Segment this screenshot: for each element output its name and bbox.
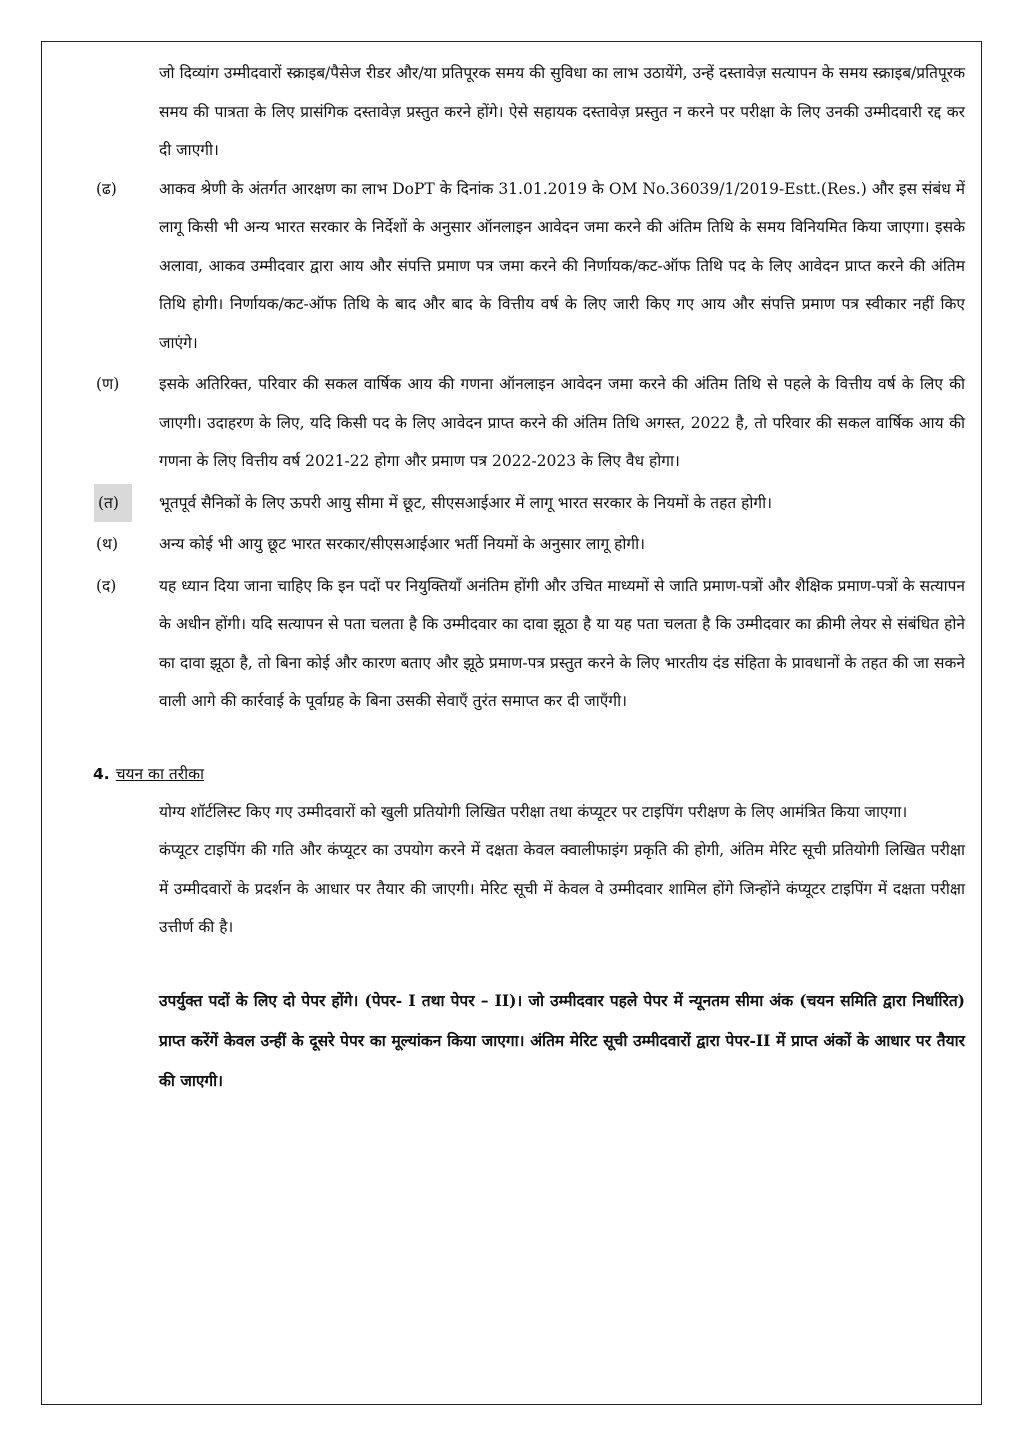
- selection-paragraph-2: कंप्यूटर टाइपिंग की गति और कंप्यूटर का उपयोग करने में दक्षता केवल क्वालीफाइंग प्रकृति की होगी, अंतिम मेरिट सूची प्रतियोगी लिखित परीक्षा में उम्मीदवारों के प्रदर्शन के आधार पर तैयार की जाएगी। मेरिट सूची में केवल वे उम्मीदवार शामिल होंगे जिन्होंने कंप्यूटर टाइपिंग में दक्षता परीक्षा उत्तीर्ण की है।: [159, 841, 965, 936]
- list-item-na: [93, 365, 965, 481]
- item-marker: (ण): [96, 375, 120, 393]
- item-text: भूतपूर्व सैनिकों के लिए ऊपरी आयु सीमा में छूट, सीएसआईआर में लागू भारत सरकार के नियमों के तहत होगी।: [159, 493, 772, 512]
- list-item-dha: [93, 170, 965, 363]
- item-marker-highlighted: (त): [94, 484, 132, 523]
- selection-paragraph-1: योग्य शॉर्टलिस्ट किए गए उम्मीदवारों को खुली प्रतियोगी लिखित परीक्षा तथा कंप्यूटर पर टाइपिंग परीक्षण के लिए आमंत्रित किया जाएगा।: [159, 802, 908, 821]
- intro-paragraph: जो दिव्यांग उम्मीदवारों स्क्राइब/पैसेज रीडर और/या प्रतिपूरक समय की सुविधा का लाभ उठायेंगे, उन्हें दस्तावेज़ सत्यापन के समय स्क्राइब/प्रतिपूरक समय की पात्रता के लिए प्रासंगिक दस्तावेज़ प्रस्तुत करने होंगे। ऐसे सहायक दस्तावेज़ प्रस्तुत न करने पर परीक्षा के लिए उनकी उम्मीदवारी रद्द कर दी जाएगी।: [159, 64, 965, 159]
- papers-note: उपर्युक्त पदों के लिए दो पेपर होंगे। (पेपर- I तथा पेपर – II)। जो उम्मीदवार पहले पेपर में न्यूनतम सीमा अंक (चयन समिति द्वारा निर्धारित) प्राप्त करेंगें केवल उन्हीं के दूसरे पेपर का मूल्यांकन किया जाएगा। अंतिम मेरिट सूची उम्मीदवारों द्वारा पेपर-II में प्राप्त अंकों के आधार पर तैयार की जाएगी।: [159, 990, 965, 1090]
- item-text: अन्य कोई भी आयु छूट भारत सरकार/सीएसआईआर भर्ती नियमों के अनुसार लागू होगी।: [159, 535, 645, 553]
- list-item-ta: [93, 484, 965, 523]
- section-heading: [93, 755, 965, 793]
- item-marker: (थ): [96, 535, 118, 553]
- item-text: आकव श्रेणी के अंतर्गत आरक्षण का लाभ DoPT के दिनांक 31.01.2019 के OM No.36039/1/2019-Estt.(Res.) और इस संबंध में लागू किसी भी अन्य भारत सरकार के निर्देशों के अनुसार ऑनलाइन आवेदन जमा करने की अंतिम तिथि के समय विनियमित किया जाएगा। इसके अलावा, आकव उम्मीदवार द्वारा आय और संपत्ति प्रमाण पत्र जमा करने की निर्णायक/कट-ऑफ तिथि पद के लिए आवेदन प्राप्त करने की अंतिम तिथि होगी। निर्णायक/कट-ऑफ तिथि के बाद और बाद के वित्तीय वर्ष के लिए जारी किए गए आय और संपत्ति प्रमाण पत्र स्वीकार नहीं किए जाएंगे।: [159, 179, 965, 352]
- section-title: चयन का तरीका: [115, 764, 205, 783]
- document-content: [93, 54, 965, 1116]
- item-text: यह ध्यान दिया जाना चाहिए कि इन पदों पर नियुक्तियाँ अनंतिम होंगी और उचित माध्यमों से जाति प्रमाण-पत्रों और शैक्षिक प्रमाण-पत्रों के सत्यापन के अधीन होंगी। यदि सत्यापन से पता चलता है कि उम्मीदवार का दावा झूठा है या यह पता चलता है कि उम्मीदवार का क्रीमी लेयर से संबंधित होने का दावा झूठा है, तो बिना कोई और कारण बताए और झूठे प्रमाण-पत्र प्रस्तुत करने के लिए भारतीय दंड संहिता के प्रावधानों के तहत की जा सकने वाली आगे की कार्रवाई के पूर्वाग्रह के बिना उसकी सेवाएँ तुरंत समाप्त कर दी जाएँगी।: [159, 576, 965, 710]
- item-marker: (ढ): [96, 179, 117, 198]
- list-item-da: [93, 567, 965, 721]
- list-item-tha: [93, 525, 965, 564]
- section-number: 4.: [93, 764, 110, 783]
- item-text: इसके अतिरिक्त, परिवार की सकल वार्षिक आय की गणना ऑनलाइन आवेदन जमा करने की अंतिम तिथि से पहले के वित्तीय वर्ष के लिए की जाएगी। उदाहरण के लिए, यदि किसी पद के लिए आवेदन प्राप्त करने की अंतिम तिथि अगस्त, 2022 है, तो परिवार की सकल वार्षिक आय की गणना के लिए वित्तीय वर्ष 2021-22 होगा और प्रमाण पत्र 2022-2023 के लिए वैध होगा।: [159, 375, 965, 470]
- item-marker: (द): [96, 576, 117, 595]
